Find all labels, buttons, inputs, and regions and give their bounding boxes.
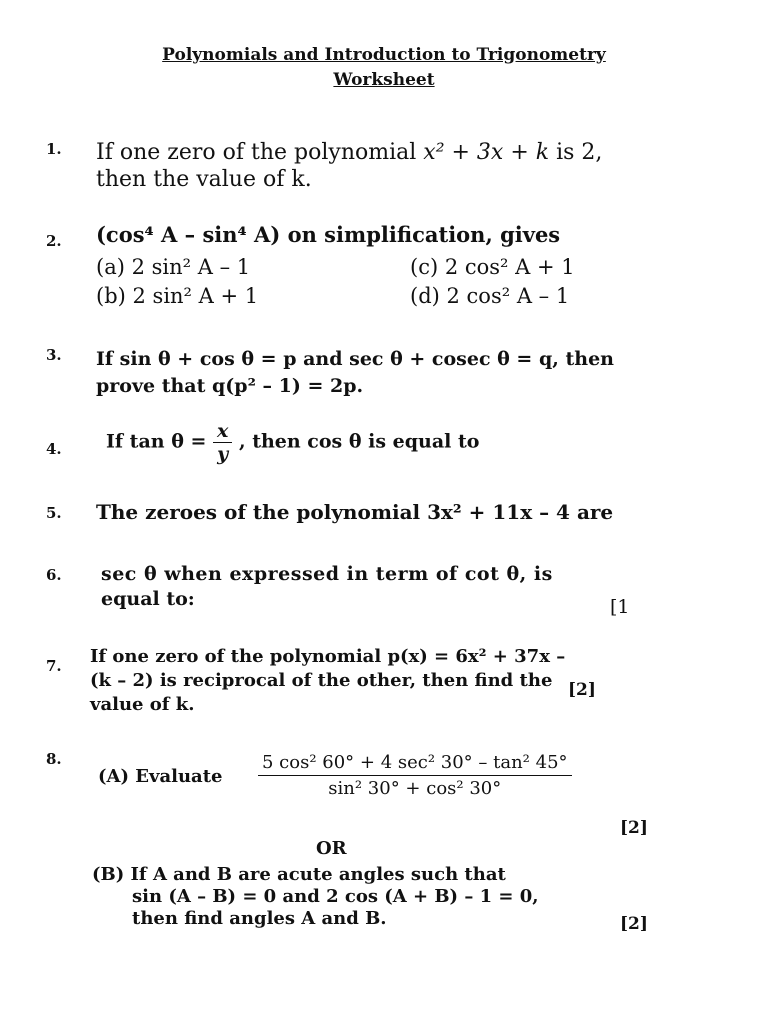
fraction (213, 420, 232, 465)
part-b-line-1: (B) If A and B are acute angles such that (92, 864, 506, 885)
fraction-numerator: x (213, 420, 232, 443)
question-6-line-1: sec θ when expressed in term of cot θ, is (101, 563, 553, 585)
or-separator: OR (316, 838, 347, 859)
marks-label: [2] (620, 914, 648, 934)
option-d: (d) 2 cos² A – 1 (410, 284, 570, 308)
question-number: 7. (46, 657, 62, 675)
question-7-line-3: value of k. (90, 694, 195, 715)
question-number: 5. (46, 504, 62, 522)
part-b-line-3: then find angles A and B. (132, 908, 387, 929)
question-number: 1. (46, 140, 62, 158)
question-4-text (106, 420, 479, 465)
question-number: 8. (46, 750, 62, 768)
part-b-line-2: sin (A – B) = 0 and 2 cos (A + B) – 1 = 0, (132, 886, 539, 907)
question-1-math: x² + 3x + k (423, 140, 550, 165)
question-3-line-1: If sin θ + cos θ = p and sec θ + cosec θ = q, then (96, 348, 614, 370)
part-a-expression (258, 752, 572, 799)
option-b: (b) 2 sin² A + 1 (96, 284, 259, 308)
marks-label: [2] (568, 680, 596, 700)
question-4-pre: If tan θ = (106, 430, 214, 453)
title-line-2: Worksheet (333, 70, 435, 90)
question-7-line-1: If one zero of the polynomial p(x) = 6x² + 37x – (90, 646, 566, 667)
option-a: (a) 2 sin² A – 1 (96, 255, 251, 279)
fraction-denominator: y (217, 443, 229, 465)
question-1-line-1 (96, 140, 602, 165)
marks-label: [2] (620, 818, 648, 838)
question-1-text-a: If one zero of the polynomial (96, 140, 424, 165)
question-5-text: The zeroes of the polynomial 3x² + 11x – 4 are (96, 500, 614, 524)
part-a-label: (A) Evaluate (98, 766, 223, 787)
option-c: (c) 2 cos² A + 1 (410, 255, 575, 279)
question-1-line-2: then the value of k. (96, 167, 312, 192)
marks-label: [1 (610, 596, 630, 618)
question-number: 2. (46, 232, 62, 250)
question-number: 4. (46, 440, 62, 458)
question-6-line-2: equal to: (101, 588, 195, 610)
question-2-stem: (cos⁴ A – sin⁴ A) on simplification, gives (96, 222, 561, 247)
fraction (258, 752, 572, 799)
title-line-1: Polynomials and Introduction to Trigonometry (162, 45, 606, 65)
question-number: 3. (46, 346, 62, 364)
question-number: 6. (46, 566, 62, 584)
fraction-denominator: sin² 30° + cos² 30° (328, 778, 502, 799)
fraction-numerator: 5 cos² 60° + 4 sec² 30° – tan² 45° (258, 752, 572, 776)
question-7-line-2: (k – 2) is reciprocal of the other, then find the (90, 670, 553, 691)
question-3-line-2: prove that q(p² – 1) = 2p. (96, 375, 364, 397)
question-4-post: , then cos θ is equal to (238, 430, 480, 453)
question-1-text-b: is 2, (549, 140, 603, 165)
